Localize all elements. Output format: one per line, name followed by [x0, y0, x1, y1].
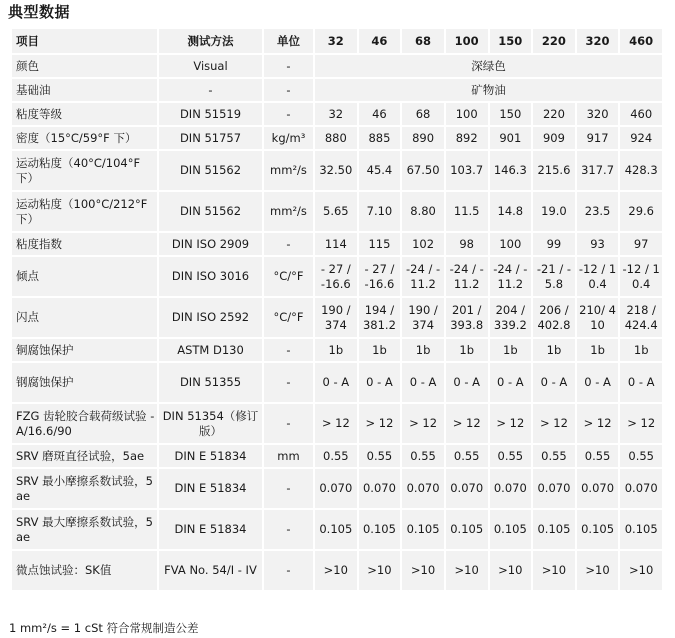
row-value: 0 - A: [490, 363, 532, 402]
row-unit: mm²/s: [264, 192, 313, 231]
row-value: 210/ 410: [577, 298, 619, 337]
table-row: [12, 103, 662, 125]
row-value: -24 / -11.2: [490, 257, 532, 296]
row-method: -: [159, 79, 262, 101]
header-grade: 68: [402, 29, 444, 53]
row-value: 0.070: [402, 469, 444, 508]
row-value: 0.070: [490, 469, 532, 508]
row-value: 194 / 381.2: [359, 298, 401, 337]
row-value: 901: [490, 127, 532, 149]
row-value: >10: [577, 551, 619, 590]
row-value: 23.5: [577, 192, 619, 231]
row-unit: -: [264, 510, 313, 549]
typical-data-table: [10, 27, 664, 592]
row-value: 0.55: [620, 445, 662, 467]
row-label: 颜色: [12, 55, 157, 77]
row-unit: °C/°F: [264, 257, 313, 296]
row-label: 铜腐蚀保护: [12, 339, 157, 361]
row-value: 0.105: [359, 510, 401, 549]
row-value: > 12: [490, 404, 532, 443]
row-method: DIN 51355: [159, 363, 262, 402]
row-value: 0.55: [359, 445, 401, 467]
row-value: 0.55: [577, 445, 619, 467]
table-body: [12, 29, 662, 590]
row-value: 1b: [315, 339, 357, 361]
row-value: 190 / 374: [402, 298, 444, 337]
row-value: -12 / 10.4: [620, 257, 662, 296]
row-value: 206 / 402.8: [533, 298, 575, 337]
row-value: -12 / 10.4: [577, 257, 619, 296]
row-value: 0.105: [490, 510, 532, 549]
row-value: 909: [533, 127, 575, 149]
table-row: [12, 298, 662, 337]
row-value: 19.0: [533, 192, 575, 231]
row-value: 103.7: [446, 151, 488, 190]
row-value: 115: [359, 233, 401, 255]
row-value: 99: [533, 233, 575, 255]
row-value: 68: [402, 103, 444, 125]
row-value: -24 / -11.2: [446, 257, 488, 296]
row-value: 880: [315, 127, 357, 149]
row-value: >10: [446, 551, 488, 590]
row-label: 运动粘度（40°C/104°F 下）: [12, 151, 157, 190]
header-unit: 单位: [264, 29, 313, 53]
table-row: [12, 151, 662, 190]
row-unit: -: [264, 363, 313, 402]
header-method: 测试方法: [159, 29, 262, 53]
header-item: 项目: [12, 29, 157, 53]
table-row: [12, 79, 662, 101]
row-value: 190 / 374: [315, 298, 357, 337]
row-value: >10: [533, 551, 575, 590]
table-row: [12, 339, 662, 361]
row-value: 0 - A: [577, 363, 619, 402]
header-grade: 460: [620, 29, 662, 53]
row-value: 0 - A: [620, 363, 662, 402]
row-method: DIN 51562: [159, 151, 262, 190]
row-value: 428.3: [620, 151, 662, 190]
row-value: 0.55: [533, 445, 575, 467]
row-unit: -: [264, 79, 313, 101]
row-value: 0 - A: [446, 363, 488, 402]
row-unit: -: [264, 103, 313, 125]
row-value: > 12: [359, 404, 401, 443]
row-label: 钢腐蚀保护: [12, 363, 157, 402]
row-value: 0.070: [446, 469, 488, 508]
table-row: [12, 510, 662, 549]
row-label: 倾点: [12, 257, 157, 296]
row-label: SRV 磨斑直径试验，5ae: [12, 445, 157, 467]
row-value: 0 - A: [315, 363, 357, 402]
row-value: 0.55: [490, 445, 532, 467]
row-label: 粘度指数: [12, 233, 157, 255]
row-span-value: 矿物油: [315, 79, 662, 101]
row-value: > 12: [533, 404, 575, 443]
row-method: DIN ISO 2909: [159, 233, 262, 255]
row-unit: -: [264, 551, 313, 590]
row-method: DIN 51354（修订版）: [159, 404, 262, 443]
row-value: 0.070: [577, 469, 619, 508]
row-unit: -: [264, 339, 313, 361]
row-value: - 27 / -16.6: [359, 257, 401, 296]
row-value: > 12: [315, 404, 357, 443]
row-value: 102: [402, 233, 444, 255]
row-label: 微点蚀试验：SK值: [12, 551, 157, 590]
row-label: FZG 齿轮胶合载荷级试验 - A/16.6/90: [12, 404, 157, 443]
table-row: [12, 469, 662, 508]
row-method: DIN ISO 3016: [159, 257, 262, 296]
row-value: 0.105: [402, 510, 444, 549]
row-value: 97: [620, 233, 662, 255]
row-value: 885: [359, 127, 401, 149]
row-method: DIN E 51834: [159, 445, 262, 467]
row-unit: kg/m³: [264, 127, 313, 149]
footnote: 1 mm²/s = 1 cSt 符合常规制造公差: [9, 621, 199, 635]
table-row: [12, 233, 662, 255]
table-header-row: [12, 29, 662, 53]
table-row: [12, 127, 662, 149]
row-value: 1b: [446, 339, 488, 361]
table-row: [12, 404, 662, 443]
row-unit: mm²/s: [264, 151, 313, 190]
row-value: >10: [620, 551, 662, 590]
header-grade: 320: [577, 29, 619, 53]
row-value: >10: [315, 551, 357, 590]
row-value: 32: [315, 103, 357, 125]
row-value: 46: [359, 103, 401, 125]
row-label: 粘度等级: [12, 103, 157, 125]
row-value: 204 / 339.2: [490, 298, 532, 337]
row-label: 闪点: [12, 298, 157, 337]
row-value: 45.4: [359, 151, 401, 190]
row-span-value: 深绿色: [315, 55, 662, 77]
row-value: >10: [490, 551, 532, 590]
row-value: 317.7: [577, 151, 619, 190]
row-value: 0.55: [446, 445, 488, 467]
row-value: 0.55: [402, 445, 444, 467]
row-value: 0.070: [533, 469, 575, 508]
row-value: 892: [446, 127, 488, 149]
row-unit: mm: [264, 445, 313, 467]
row-value: > 12: [620, 404, 662, 443]
row-value: 1b: [359, 339, 401, 361]
row-value: 0.105: [446, 510, 488, 549]
row-value: 0.105: [620, 510, 662, 549]
row-value: 5.65: [315, 192, 357, 231]
row-value: 320: [577, 103, 619, 125]
row-value: >10: [359, 551, 401, 590]
row-value: 1b: [490, 339, 532, 361]
row-value: 93: [577, 233, 619, 255]
row-value: 146.3: [490, 151, 532, 190]
row-value: 98: [446, 233, 488, 255]
row-value: 114: [315, 233, 357, 255]
row-value: 0.105: [577, 510, 619, 549]
row-value: 0.105: [315, 510, 357, 549]
row-unit: -: [264, 233, 313, 255]
row-value: -21 / -5.8: [533, 257, 575, 296]
row-method: Visual: [159, 55, 262, 77]
row-label: SRV 最大摩擦系数试验，5ae: [12, 510, 157, 549]
page-title: 典型数据: [8, 3, 71, 21]
table-row: [12, 257, 662, 296]
row-value: 1b: [620, 339, 662, 361]
row-value: - 27 / -16.6: [315, 257, 357, 296]
row-label: SRV 最小摩擦系数试验，5ae: [12, 469, 157, 508]
row-unit: -: [264, 55, 313, 77]
row-value: 924: [620, 127, 662, 149]
table-row: [12, 192, 662, 231]
row-method: DIN E 51834: [159, 469, 262, 508]
table-row: [12, 445, 662, 467]
row-value: 29.6: [620, 192, 662, 231]
row-value: > 12: [577, 404, 619, 443]
header-grade: 150: [490, 29, 532, 53]
row-value: 32.50: [315, 151, 357, 190]
row-value: -24 / -11.2: [402, 257, 444, 296]
row-value: 7.10: [359, 192, 401, 231]
row-value: 1b: [402, 339, 444, 361]
header-grade: 220: [533, 29, 575, 53]
row-value: > 12: [402, 404, 444, 443]
row-value: 220: [533, 103, 575, 125]
row-value: >10: [402, 551, 444, 590]
row-value: 201 / 393.8: [446, 298, 488, 337]
row-value: 67.50: [402, 151, 444, 190]
row-value: 1b: [577, 339, 619, 361]
row-value: 218 / 424.4: [620, 298, 662, 337]
row-method: DIN E 51834: [159, 510, 262, 549]
row-value: 0.55: [315, 445, 357, 467]
row-value: 0.105: [533, 510, 575, 549]
row-method: FVA No. 54/I - IV: [159, 551, 262, 590]
row-method: ASTM D130: [159, 339, 262, 361]
table-row: [12, 551, 662, 590]
row-value: 0.070: [359, 469, 401, 508]
row-value: 215.6: [533, 151, 575, 190]
row-value: 100: [490, 233, 532, 255]
row-value: 0 - A: [533, 363, 575, 402]
row-value: > 12: [446, 404, 488, 443]
row-unit: -: [264, 404, 313, 443]
table-row: [12, 55, 662, 77]
row-value: 460: [620, 103, 662, 125]
row-value: 11.5: [446, 192, 488, 231]
row-label: 运动粘度（100°C/212°F 下）: [12, 192, 157, 231]
row-value: 1b: [533, 339, 575, 361]
row-value: 14.8: [490, 192, 532, 231]
row-value: 917: [577, 127, 619, 149]
header-grade: 46: [359, 29, 401, 53]
row-method: DIN ISO 2592: [159, 298, 262, 337]
row-value: 0 - A: [359, 363, 401, 402]
row-value: 8.80: [402, 192, 444, 231]
row-label: 基础油: [12, 79, 157, 101]
row-value: 0.070: [315, 469, 357, 508]
row-method: DIN 51562: [159, 192, 262, 231]
row-value: 100: [446, 103, 488, 125]
table-row: [12, 363, 662, 402]
row-value: 150: [490, 103, 532, 125]
row-method: DIN 51519: [159, 103, 262, 125]
row-unit: °C/°F: [264, 298, 313, 337]
header-grade: 100: [446, 29, 488, 53]
header-grade: 32: [315, 29, 357, 53]
row-value: 0 - A: [402, 363, 444, 402]
row-value: 0.070: [620, 469, 662, 508]
row-label: 密度（15°C/59°F 下）: [12, 127, 157, 149]
row-unit: -: [264, 469, 313, 508]
row-value: 890: [402, 127, 444, 149]
row-method: DIN 51757: [159, 127, 262, 149]
